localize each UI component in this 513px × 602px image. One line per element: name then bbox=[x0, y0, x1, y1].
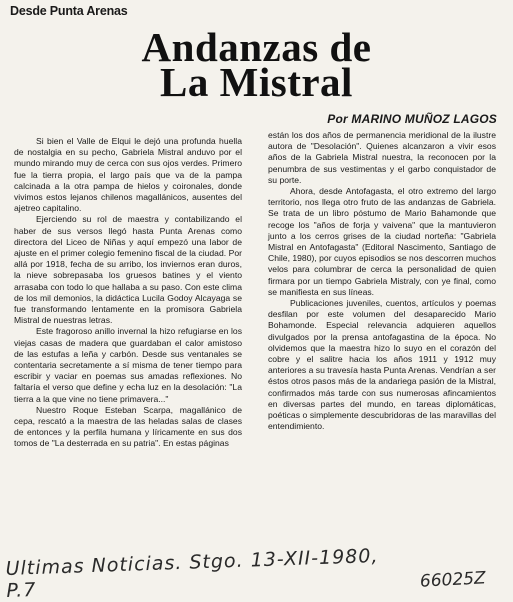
handwritten-source-note: Ultimas Noticias. Stgo. 13-XII-1980, P.7 bbox=[5, 544, 379, 602]
headline bbox=[0, 24, 513, 105]
byline: Por MARINO MUÑOZ LAGOS bbox=[327, 112, 497, 126]
article-column-right bbox=[268, 130, 496, 432]
handwritten-catalog-code: 66025Z bbox=[419, 568, 487, 592]
article-column-left bbox=[14, 136, 242, 450]
headline-line-1: Andanzas de bbox=[141, 24, 372, 70]
section-label: Desde Punta Arenas bbox=[10, 4, 128, 18]
paragraph: Nuestro Roque Esteban Scarpa, magallánico de cepa, rescató a la maestra de las heladas salas de clases de entonces y la perfila humana y líricamente en sus dos tomos de "La desterrada en su patria". En estas páginas bbox=[14, 404, 242, 449]
paragraph: Si bien el Valle de Elqui le dejó una profunda huella de nostalgia en su pecho, Gabriela Mistral anduvo por el mundo mirando muy de cerca con sus ojos verdes. Primero fue la tierra propia, el largo país que va de la pampa calcinada a la otra pampa de hielos y coironales, donde vivimos estos lejanos chilenos magallánicos, ausentes del ajetreo capitalino. bbox=[14, 136, 242, 214]
paragraph: Ejerciendo su rol de maestra y contabilizando el haber de sus versos llegó hasta Punta Arenas como directora del Liceo de Niñas y aquí empezó una labor de ajuste en el primer colegio femenino fiscal de la ciudad. Por allá por 1918, fecha de su arribo, los inviernos eran duros, la nieve sobrepasaba los gruesos batines y el viento arrasaba con todo lo que hallaba a su paso. Con este clima de los mil demonios, la didáctica Lucila Godoy Alcayaga se fue transformando lentamente en la promisora Gabriela Mistral de nuestras letras. bbox=[14, 214, 242, 326]
paragraph: Publicaciones juveniles, cuentos, artículos y poemas desfilan por este volumen del desaparecido Mario Bohamonde. Especial relevancia adquieren aquellos divulgados por la prensa antofagastina de la época. No olvidemos que la maestra hizo lo suyo en el corazón del cobre y el salitre hacia los años 1911 y 1912 muy anteriores a su travesía hasta Punta Arenas. Vendrían a ser éstos otros pasos más de la andariega pasión de la Mistral, confirmados más tarde con sus numerosas afincamientos en diversas partes del mundo, en tareas diplomáticas, poéticas o simplemente descubridoras de las maravillas del entendimiento. bbox=[268, 298, 496, 432]
paragraph: Ahora, desde Antofagasta, el otro extremo del largo territorio, nos llega otro fruto de las andanzas de Gabriela. Se trata de un libro póstumo de Mario Bahamonde que recoge los "años de forja y vaivena" que la mantuvieron junto a los cerros grises de la ciudad norteña: "Gabriela Mistral en Antofagasta" (Editoral Nascimento, Santiago de Chile, 1980), por cuyos episodios se nos descorren muchos velos para columbrar de cerca la personalidad de quien firmara por un tiempo Gabriela Mistraly, con ye final, como se manifiesta en sus líneas. bbox=[268, 186, 496, 297]
headline-line-2: La Mistral bbox=[160, 59, 353, 105]
paragraph: están los dos años de permanencia meridional de la ilustre autora de "Desolación". Quienes alcanzaron a vivir esos años de la Gabriela Mistral nuestra, la reconocen por la penumbra de sus vestimentas y el garbo conquistador de su porte. bbox=[268, 130, 496, 185]
paragraph: Este fragoroso anillo invernal la hizo refugiarse en los viejas casas de madera que guardaban el calor amistoso de las estufas a leña y carbón. Desde sus ventanales se contentaria secretamente a sí misma de tener tiempo para escribir y vaciar en poemas sus amadas reflexiones. No faltaría el verso que define y echa luz en la desolación: "La tierra a la que vine no tiene primavera..." bbox=[14, 326, 242, 404]
